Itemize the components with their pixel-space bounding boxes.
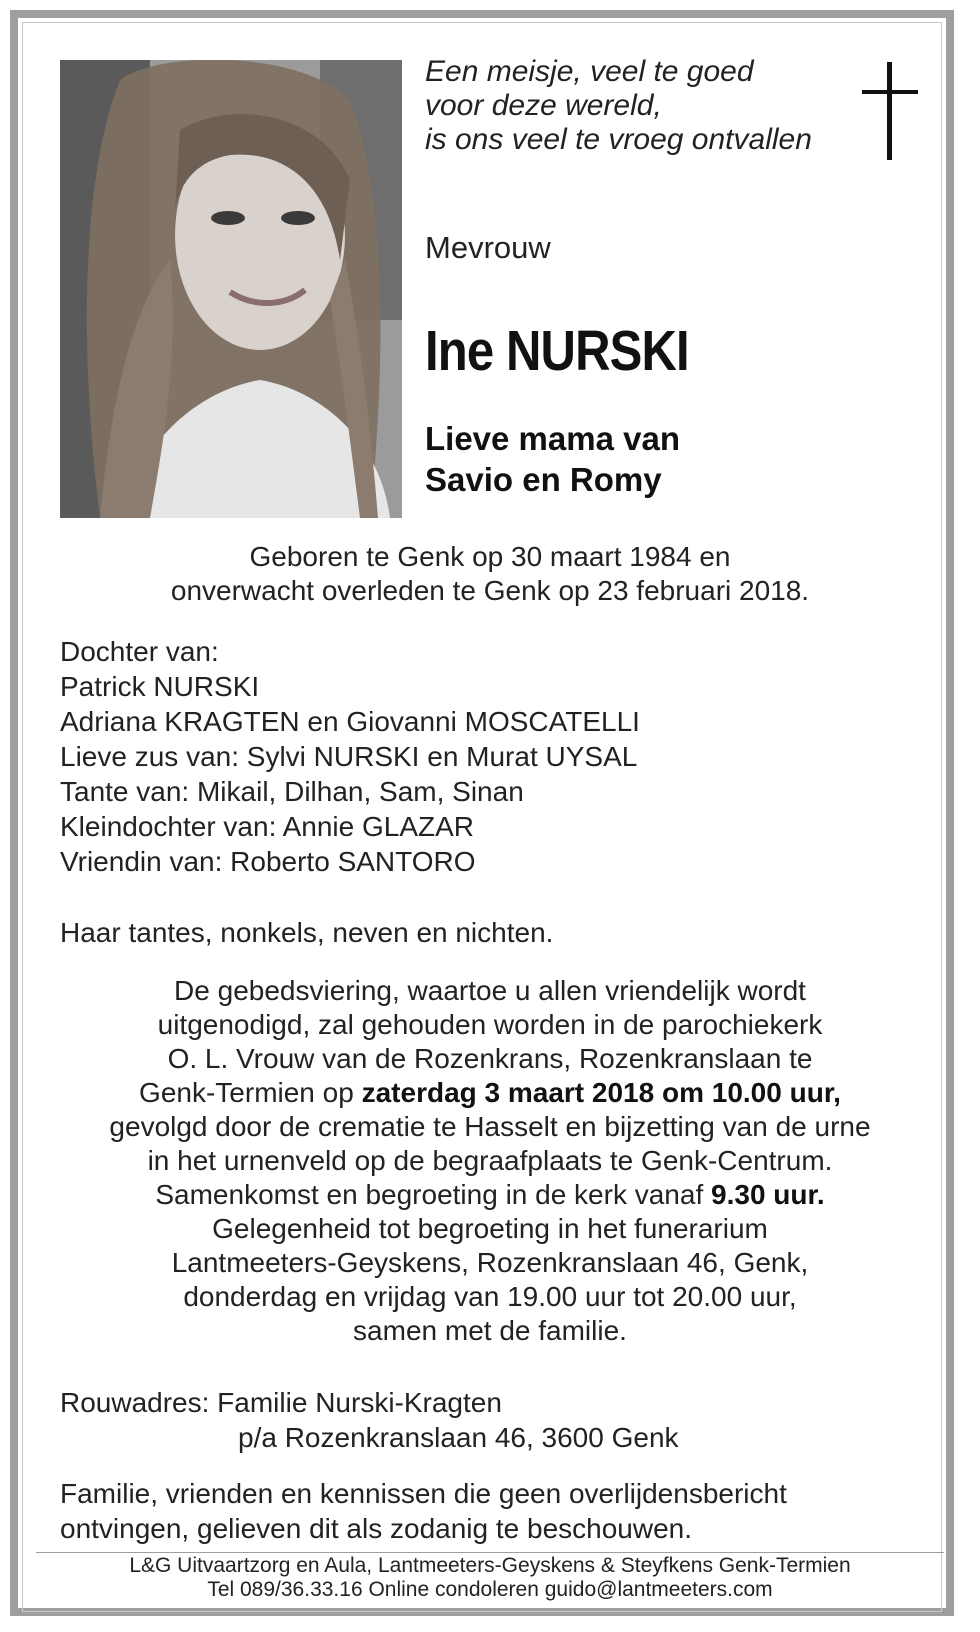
- ceremony-line-8: Gelegenheid tot begroeting in het funerarium: [212, 1213, 768, 1244]
- address-line-2: p/a Rozenkranslaan 46, 3600 Genk: [238, 1422, 679, 1453]
- portrait-photo: [60, 60, 402, 518]
- funeral-home-footer: [30, 1554, 950, 1602]
- role-line-2: Savio en Romy: [425, 461, 662, 498]
- family-line: Lieve zus van: Sylvi NURSKI en Murat UYSAL: [60, 741, 638, 772]
- portrait-illustration: [60, 60, 402, 518]
- footer-line-2: Tel 089/36.33.16 Online condoleren guido@lantmeeters.com: [207, 1578, 773, 1601]
- relatives-line: Haar tantes, nonkels, neven en nichten.: [60, 917, 554, 948]
- closing-line-2: ontvingen, gelieven dit als zodanig te beschouwen.: [60, 1513, 692, 1544]
- ceremony-datetime: zaterdag 3 maart 2018 om 10.00 uur,: [361, 1077, 841, 1108]
- deceased-title: Mevrouw: [425, 230, 551, 265]
- dates-line-2: onverwacht overleden te Genk op 23 februari 2018.: [170, 575, 810, 606]
- family-line: Tante van: Mikail, Dilhan, Sam, Sinan: [60, 776, 524, 807]
- family-list: [60, 634, 640, 879]
- ceremony-line-4: [40, 1076, 940, 1110]
- gathering-time: 9.30 uur.: [711, 1179, 825, 1210]
- ceremony-line-3: O. L. Vrouw van de Rozenkrans, Rozenkranslaan te: [167, 1043, 813, 1074]
- family-line: Dochter van:: [60, 636, 219, 667]
- ceremony-details: [40, 974, 940, 1348]
- closing-line-1: Familie, vrienden en kennissen die geen overlijdensbericht: [60, 1478, 787, 1509]
- mourning-address: [60, 1385, 679, 1455]
- deceased-name: Ine NURSKI: [425, 319, 689, 383]
- ceremony-line-6: in het urnenveld op de begraafplaats te Genk-Centrum.: [147, 1145, 833, 1176]
- birth-death-dates: [40, 540, 940, 608]
- family-line: Kleindochter van: Annie GLAZAR: [60, 811, 475, 842]
- memorial-quote: [425, 55, 845, 157]
- family-line: Adriana KRAGTEN en Giovanni MOSCATELLI: [60, 706, 640, 737]
- address-line-1: Rouwadres: Familie Nurski-Kragten: [60, 1387, 502, 1418]
- quote-line-1: Een meisje, veel te goed: [425, 55, 754, 88]
- footer-divider: [36, 1552, 944, 1553]
- footer-line-1: L&G Uitvaartzorg en Aula, Lantmeeters-Geyskens & Steyfkens Genk-Termien: [129, 1554, 851, 1577]
- ceremony-line-1: De gebedsviering, waartoe u allen vriendelijk wordt: [174, 975, 806, 1006]
- dates-line-1: Geboren te Genk op 30 maart 1984 en: [249, 541, 731, 572]
- ceremony-line-2: uitgenodigd, zal gehouden worden in de parochiekerk: [157, 1009, 823, 1040]
- family-line: Patrick NURSKI: [60, 671, 260, 702]
- ceremony-line-4-prefix: Genk-Termien op: [139, 1077, 362, 1108]
- ceremony-line-10: donderdag en vrijdag van 19.00 uur tot 20.00 uur,: [183, 1281, 797, 1312]
- quote-line-3: is ons veel te vroeg ontvallen: [425, 123, 812, 156]
- closing-note: [60, 1476, 787, 1546]
- deceased-role: [425, 418, 680, 500]
- ceremony-line-11: samen met de familie.: [353, 1315, 627, 1346]
- role-line-1: Lieve mama van: [425, 420, 680, 457]
- family-line: Vriendin van: Roberto SANTORO: [60, 846, 476, 877]
- quote-line-2: voor deze wereld,: [425, 89, 662, 122]
- ceremony-line-7-prefix: Samenkomst en begroeting in de kerk vanaf: [155, 1179, 712, 1210]
- ceremony-line-5: gevolgd door de crematie te Hasselt en bijzetting van de urne: [109, 1111, 871, 1142]
- cross-icon: [862, 62, 918, 160]
- ceremony-line-7: [40, 1178, 940, 1212]
- ceremony-line-9: Lantmeeters-Geyskens, Rozenkranslaan 46, Genk,: [171, 1247, 809, 1278]
